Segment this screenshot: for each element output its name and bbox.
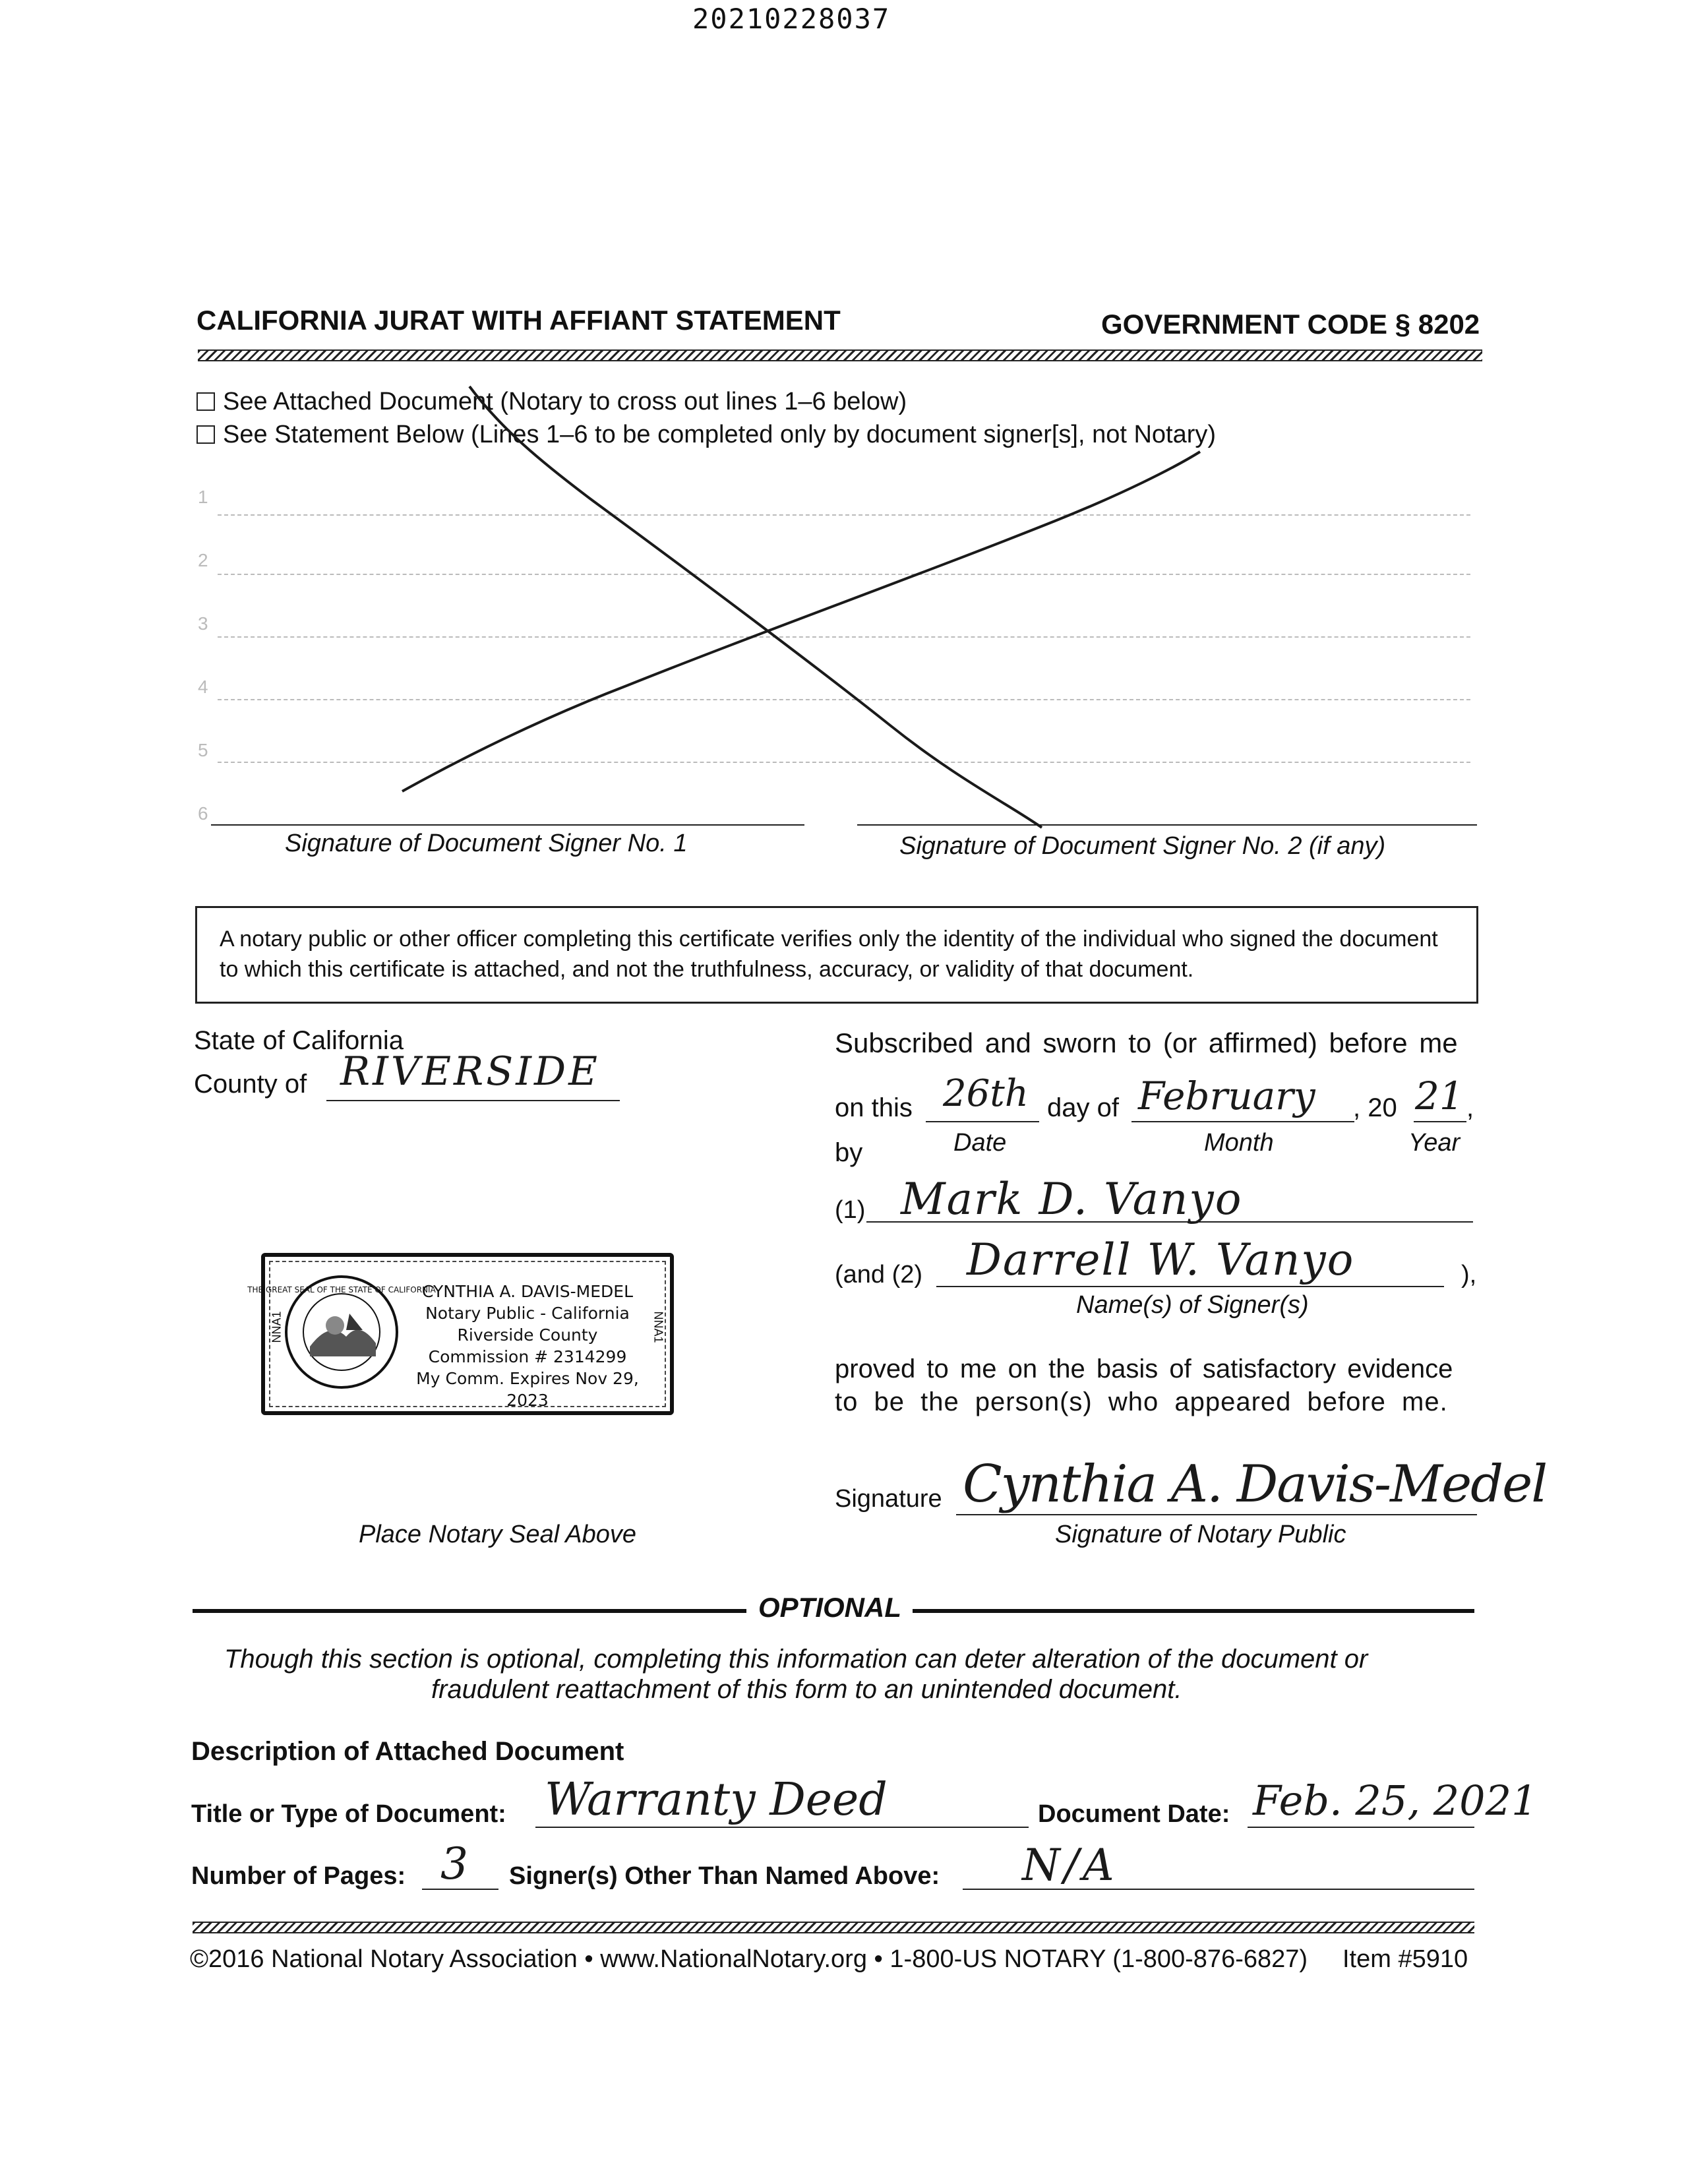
county-label: County of xyxy=(194,1070,307,1099)
seal-expiration: My Comm. Expires Nov 29, 2023 xyxy=(416,1369,639,1410)
state-label: State of California xyxy=(194,1026,404,1055)
notary-seal-stamp xyxy=(247,1253,674,1415)
notice-box xyxy=(195,906,1478,1004)
day-of-label: day of xyxy=(1047,1093,1119,1122)
signer2-suffix: ), xyxy=(1461,1261,1477,1289)
other-signers-label: Signer(s) Other Than Named Above: xyxy=(509,1862,940,1890)
month-line xyxy=(1131,1121,1354,1122)
svg-text:THE GREAT SEAL OF THE STATE OF: THE GREAT SEAL OF THE STATE OF CALIFORNIA xyxy=(247,1285,436,1294)
jurat-sworn-text: Subscribed and sworn to (or affirmed) before me xyxy=(835,1027,1458,1058)
seal-notary-name: CYNTHIA A. DAVIS-MEDEL xyxy=(421,1282,634,1301)
statement-line-1 xyxy=(218,514,1470,516)
notary-signature-caption: Signature of Notary Public xyxy=(1055,1521,1346,1548)
doc-date-label: Document Date: xyxy=(1038,1800,1230,1828)
seal-notary-title: Notary Public - California xyxy=(425,1304,630,1323)
option-see-attached: See Attached Document (Notary to cross out lines 1–6 below) xyxy=(196,388,907,416)
optional-rule-right xyxy=(913,1609,1474,1613)
checkbox-see-attached[interactable] xyxy=(196,392,215,411)
pages-value[interactable]: 3 xyxy=(440,1838,468,1889)
line-number-2: 2 xyxy=(198,550,208,570)
doc-title-line xyxy=(535,1827,1029,1828)
doc-title-label: Title or Type of Document: xyxy=(191,1800,506,1828)
bottom-border-chain xyxy=(193,1922,1474,1933)
county-value[interactable]: RIVERSIDE xyxy=(340,1048,600,1095)
signer1-name[interactable]: Mark D. Vanyo xyxy=(901,1174,1243,1225)
county-line xyxy=(326,1100,620,1101)
doc-date-line xyxy=(1248,1827,1474,1828)
month-value[interactable]: February xyxy=(1138,1074,1315,1118)
checkbox-see-statement[interactable] xyxy=(196,425,215,444)
top-border-chain xyxy=(198,349,1482,361)
notary-signature[interactable]: Cynthia A. Davis-Medel xyxy=(963,1455,1547,1514)
doc-title-value[interactable]: Warranty Deed xyxy=(545,1774,888,1826)
footer-item-number: Item #5910 xyxy=(1342,1945,1468,1973)
statement-line-5 xyxy=(218,762,1470,763)
government-code: GOVERNMENT CODE § 8202 xyxy=(1101,309,1480,340)
signer2-prefix: (and (2) xyxy=(835,1261,923,1289)
on-this-label: on this xyxy=(835,1093,913,1122)
line-number-1: 1 xyxy=(198,487,208,507)
seal-side-code-left: NNA1 xyxy=(270,1311,284,1343)
form-title: CALIFORNIA JURAT WITH AFFIANT STATEMENT xyxy=(196,305,841,336)
year-value[interactable]: 21 xyxy=(1415,1074,1464,1118)
year-prefix: , 20 xyxy=(1353,1093,1397,1122)
signer2-line xyxy=(936,1286,1444,1287)
optional-note-1: Though this section is optional, completing this information can deter alteration of the document or xyxy=(224,1645,1368,1674)
optional-heading: OPTIONAL xyxy=(758,1592,901,1623)
seal-county: Riverside County xyxy=(457,1325,598,1345)
year-label: Year xyxy=(1408,1129,1461,1157)
signer1-prefix: (1) xyxy=(835,1196,866,1224)
statement-line-2 xyxy=(218,574,1470,575)
year-comma: , xyxy=(1466,1093,1474,1122)
option-see-statement: See Statement Below (Lines 1–6 to be completed only by document signer[s], not Notary) xyxy=(196,421,1216,449)
record-number: 20210228037 xyxy=(692,3,891,35)
doc-date-value[interactable]: Feb. 25, 2021 xyxy=(1253,1776,1538,1825)
day-line xyxy=(926,1121,1039,1122)
month-label: Month xyxy=(1204,1129,1274,1157)
day-value[interactable]: 26th xyxy=(943,1072,1029,1115)
seal-side-code-right: NNA1 xyxy=(651,1311,665,1343)
line-number-5: 5 xyxy=(198,740,208,760)
seal-text-block xyxy=(402,1281,653,1411)
optional-note-2: fraudulent reattachment of this form to an unintended document. xyxy=(431,1675,1182,1704)
notice-text: A notary public or other officer completing this certificate verifies only the identity of the individual who signed the document to which this certificate is attached, and not the truthfulness, accuracy, or validity of that document. xyxy=(220,926,1438,982)
signer2-signature-line[interactable] xyxy=(857,824,1477,826)
by-label: by xyxy=(835,1138,863,1167)
other-signers-value[interactable]: N/A xyxy=(1022,1840,1118,1891)
proved-text-2: to be the person(s) who appeared before me. xyxy=(835,1387,1448,1416)
pages-label: Number of Pages: xyxy=(191,1862,406,1890)
statement-line-4 xyxy=(218,699,1470,700)
year-line xyxy=(1414,1121,1466,1122)
footer-text: ©2016 National Notary Association • www.NationalNotary.org • 1-800-US NOTARY (1-800-876-6827) xyxy=(190,1945,1308,1973)
signer2-name[interactable]: Darrell W. Vanyo xyxy=(967,1234,1355,1285)
signer1-signature-label: Signature of Document Signer No. 1 xyxy=(285,830,688,857)
line-number-6: 6 xyxy=(198,803,208,824)
description-heading: Description of Attached Document xyxy=(191,1737,624,1766)
line-number-3: 3 xyxy=(198,613,208,634)
signer2-signature-label: Signature of Document Signer No. 2 (if any) xyxy=(899,832,1386,860)
names-of-signers-label: Name(s) of Signer(s) xyxy=(1076,1291,1309,1319)
notary-signature-line xyxy=(956,1514,1477,1515)
proved-text-1: proved to me on the basis of satisfactory evidence xyxy=(835,1354,1453,1383)
optional-rule-left xyxy=(193,1609,746,1613)
signer1-signature-line[interactable] xyxy=(211,824,804,826)
seal-commission: Commission # 2314299 xyxy=(428,1347,627,1366)
seal-caption: Place Notary Seal Above xyxy=(359,1521,637,1548)
date-label: Date xyxy=(953,1129,1007,1157)
signature-label: Signature xyxy=(835,1485,942,1513)
line-number-4: 4 xyxy=(198,677,208,697)
statement-line-3 xyxy=(218,636,1470,638)
